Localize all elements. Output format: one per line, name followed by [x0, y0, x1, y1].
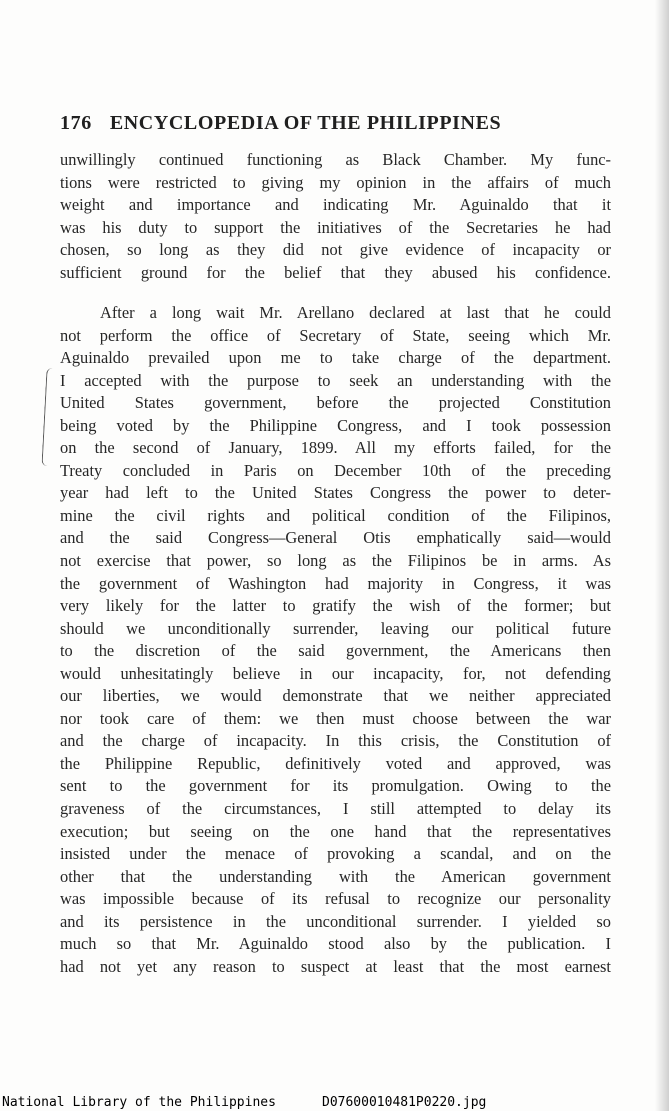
text-line: the Philippine Republic, definitively voted and approved, was: [60, 753, 611, 773]
text-line: not exercise that power, so long as the Filipinos be in arms. As: [60, 551, 611, 571]
text-line: tions were restricted to giving my opinion in the affairs of much: [60, 172, 611, 192]
text-line: had not yet any reason to suspect at least that the most earnest: [60, 956, 611, 976]
running-header: [60, 112, 620, 135]
text-line: nor took care of them: we then must choose between the war: [60, 708, 611, 728]
text-line: and its persistence in the unconditional surrender. I yielded so: [60, 911, 611, 931]
margin-bracket-mark: [41, 368, 55, 466]
text-line: graveness of the circumstances, I still attempted to delay its: [60, 799, 611, 819]
text-line: sent to the government for its promulgation. Owing to the: [60, 776, 611, 796]
text-line: and the said Congress—General Otis emphatically said—would: [60, 528, 611, 548]
book-title: ENCYCLOPEDIA OF THE PHILIPPINES: [109, 112, 502, 134]
text-line: chosen, so long as they did not give evidence of incapacity or: [60, 240, 611, 260]
text-line: was his duty to support the initiatives of the Secretaries he had: [60, 217, 611, 237]
library-credit: National Library of the Philippines: [2, 1095, 276, 1110]
text-line: would unhesitatingly believe in our incapacity, for, not defending: [60, 663, 611, 683]
text-line: on the second of January, 1899. All my efforts failed, for the: [60, 438, 611, 458]
text-line: not perform the office of Secretary of State, seeing which Mr.: [60, 325, 611, 345]
text-line: United States government, before the projected Constitution: [60, 393, 611, 413]
text-line: I accepted with the purpose to seek an understanding with the: [60, 370, 611, 390]
page-number: 176: [60, 112, 92, 134]
text-line: Aguinaldo prevailed upon me to take charge of the department.: [60, 348, 611, 368]
text-line: very likely for the latter to gratify the wish of the former; but: [60, 596, 611, 616]
text-line: to the discretion of the said government, the Americans then: [60, 641, 611, 661]
text-line: year had left to the United States Congress the power to deter-: [60, 483, 611, 503]
text-line: mine the civil rights and political condition of the Filipinos,: [60, 505, 611, 525]
text-line: weight and importance and indicating Mr. Aguinaldo that it: [60, 195, 611, 215]
text-line: the government of Washington had majority in Congress, it was: [60, 573, 611, 593]
text-line: unwillingly continued functioning as Black Chamber. My func-: [60, 150, 611, 169]
paragraph-1: [60, 149, 611, 284]
text-line: After a long wait Mr. Arellano declared at last that he could: [100, 303, 611, 322]
text-line: other that the understanding with the American government: [60, 866, 611, 886]
text-line: being voted by the Philippine Congress, and I took possession: [60, 415, 611, 435]
text-line: insisted under the menace of provoking a scandal, and on the: [60, 844, 611, 864]
text-line: our liberties, we would demonstrate that we neither appreciated: [60, 686, 611, 706]
paragraph-2: [60, 302, 611, 978]
scan-footer: [0, 1095, 669, 1111]
text-line: sufficient ground for the belief that they abused his confidence.: [60, 262, 611, 282]
page-edge-shadow: [655, 0, 669, 1111]
text-line: execution; but seeing on the one hand that the representatives: [60, 821, 611, 841]
text-line: and the charge of incapacity. In this crisis, the Constitution of: [60, 731, 611, 751]
text-line: should we unconditionally surrender, leaving our political future: [60, 618, 611, 638]
text-line: much so that Mr. Aguinaldo stood also by the publication. I: [60, 934, 611, 954]
scan-filename: D07600010481P0220.jpg: [322, 1095, 487, 1110]
text-line: Treaty concluded in Paris on December 10th of the preceding: [60, 460, 611, 480]
text-line: was impossible because of its refusal to recognize our personality: [60, 889, 611, 909]
